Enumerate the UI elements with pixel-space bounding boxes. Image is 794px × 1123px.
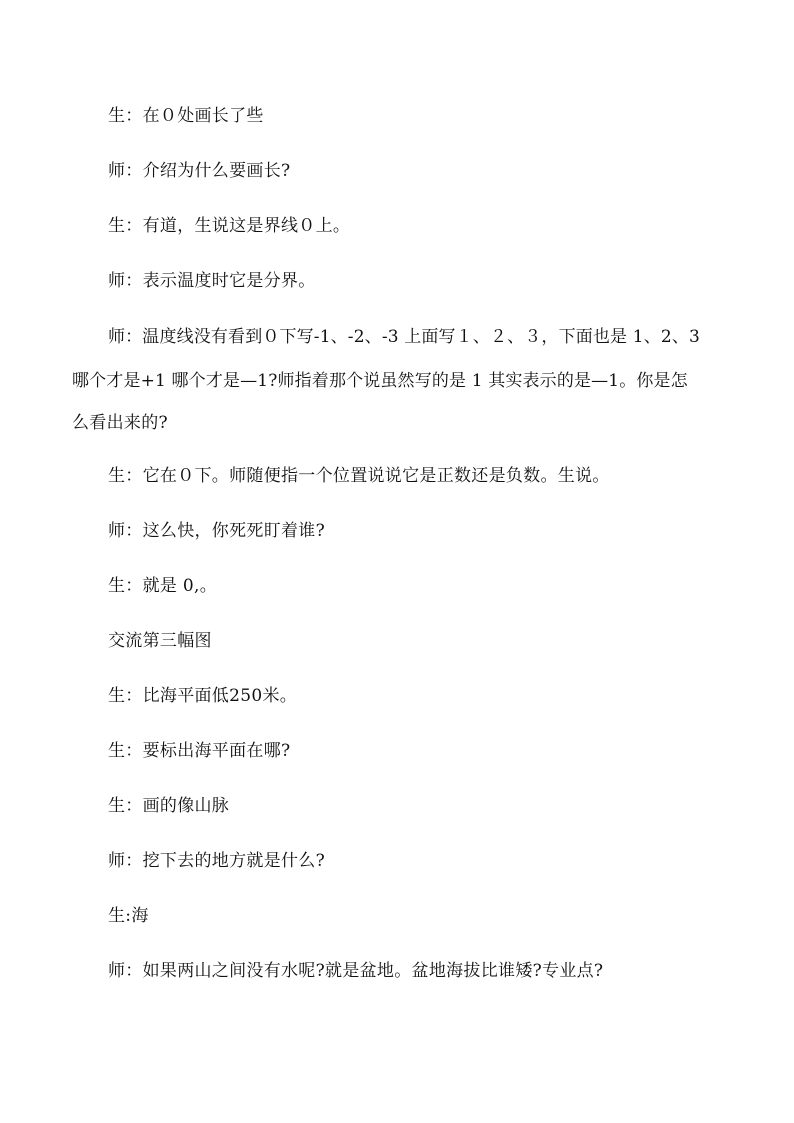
paragraph-student-line: 生：要标出海平面在哪? (108, 741, 291, 761)
paragraph-student-line: 生：画的像山脉 (108, 796, 230, 816)
paragraph-teacher-line: 师：挖下去的地方就是什么? (108, 851, 326, 871)
section-heading: 交流第三幅图 (108, 631, 212, 651)
paragraph-teacher-line: 师：这么快，你死死盯着谁? (108, 521, 326, 541)
paragraph-teacher-line: 师：如果两山之间没有水呢?就是盆地。盆地海拔比谁矮?专业点? (108, 961, 604, 981)
paragraph-teacher-line: 师：介绍为什么要画长? (108, 161, 291, 181)
paragraph-student-line: 生：有道，生说这是界线０上。 (108, 216, 351, 236)
paragraph-student-line: 生：它在０下。师随便指一个位置说说它是正数还是负数。生说。 (108, 466, 610, 486)
paragraph-student-line: 生:海 (108, 906, 149, 926)
paragraph-teacher-line: 师：表示温度时它是分界。 (108, 271, 316, 291)
paragraph-continuation: 哪个才是+1 哪个才是—1?师指着那个说虽然写的是 1 其实表示的是—1。你是怎 (72, 371, 688, 391)
paragraph-student-line: 生：就是 0,。 (108, 576, 218, 596)
paragraph-continuation: 么看出来的? (72, 413, 168, 433)
paragraph-student-line: 生：在０处画长了些 (108, 106, 264, 126)
paragraph-student-line: 生：比海平面低250米。 (108, 686, 298, 706)
paragraph-teacher-line: 师：温度线没有看到０下写-1、-2、-3 上面写１、２、３，下面也是 1、2、3 (108, 327, 700, 347)
